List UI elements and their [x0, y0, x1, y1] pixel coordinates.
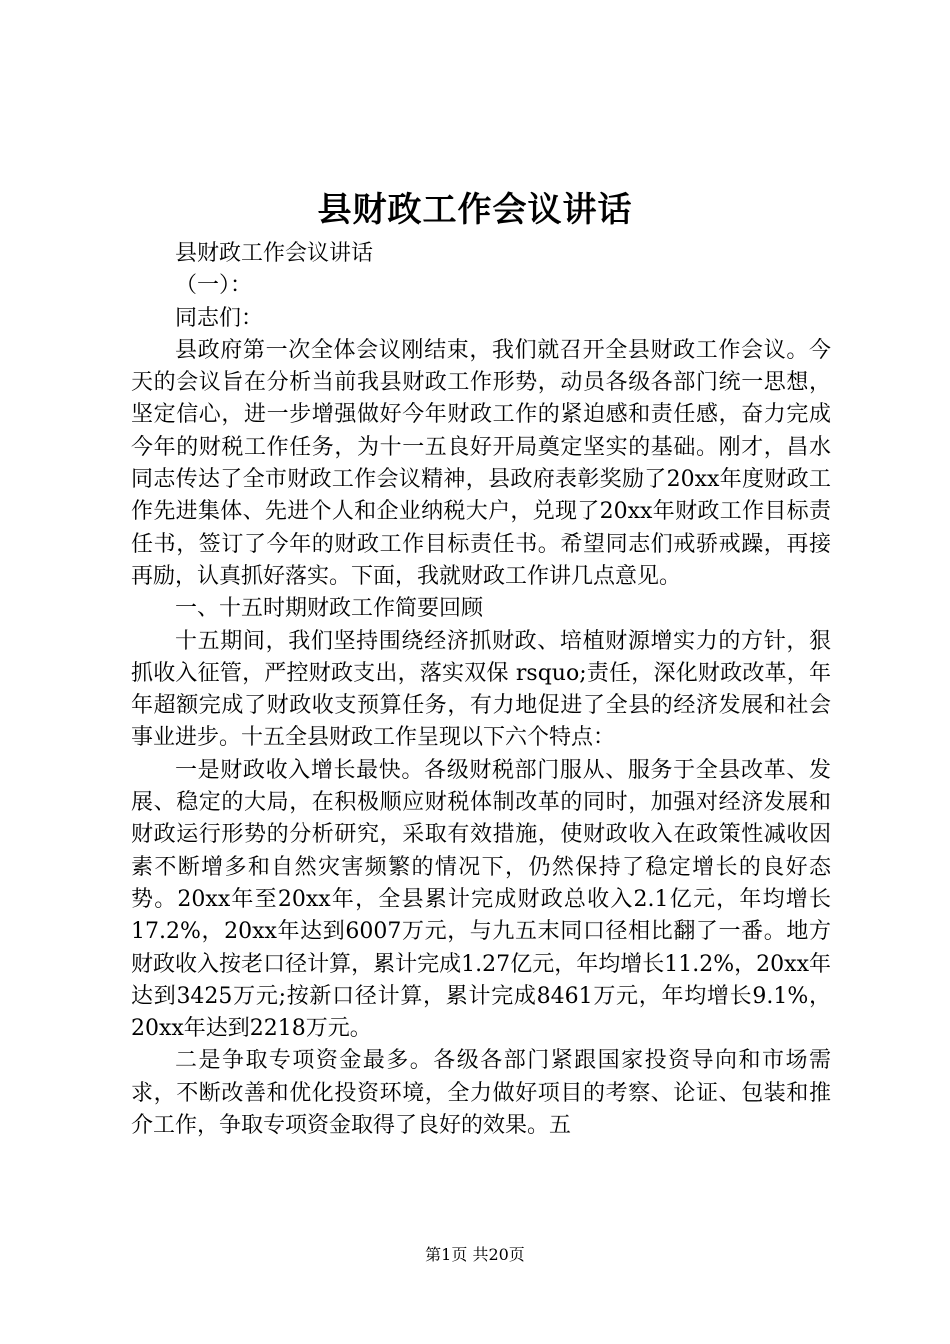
paragraph-point-two: 二是争取专项资金最多。各级各部门紧跟国家投资导向和市场需求，不断改善和优化投资环境，全力做好项目的考察、论证、包装和推介工作，争取专项资金取得了良好的效果。五	[131, 1048, 831, 1139]
document-title: 县财政工作会议讲话	[317, 190, 633, 230]
paragraph-subtitle: 县财政工作会议讲话	[175, 241, 374, 266]
paragraph-review: 十五期间，我们坚持围绕经济抓财政、培植财源增实力的方针，狠抓收入征管，严控财政支出，落实双保 rsquo;责任，深化财政改革，年年超额完成了财政收支预算任务，有力地促进了全县的经济发展和社会事业进步。十五全县财政工作呈现以下六个特点：	[131, 628, 831, 751]
page-footer: 第1页 共20页	[425, 1245, 525, 1264]
paragraph-salutation: 同志们：	[175, 305, 264, 331]
document-body	[131, 238, 831, 1142]
paragraph-point-one: 一是财政收入增长最快。各级财税部门服从、服务于全县改革、发展、稳定的大局，在积极顺应财税体制改革的同时，加强对经济发展和财政运行形势的分析研究，采取有效措施，使财政收入在政策性减收因素不断增多和自然灾害频繁的情况下，仍然保持了稳定增长的良好态势。20xx年至20xx年，全县累计完成财政总收入2.1亿元，年均增长17.2%，20xx年达到6007万元，与九五末同口径相比翻了一番。地方财政收入按老口径计算，累计完成1.27亿元，年均增长11.2%，20xx年达到3425万元;按新口径计算，累计完成8461万元，年均增长9.1%，20xx年达到2218万元。	[131, 757, 831, 1042]
paragraph-heading-review: 一、十五时期财政工作简要回顾	[175, 596, 484, 622]
paragraph-section-marker: （一）：	[175, 273, 253, 299]
paragraph-intro: 县政府第一次全体会议刚结束，我们就召开全县财政工作会议。今天的会议旨在分析当前我县财政工作形势，动员各级各部门统一思想，坚定信心，进一步增强做好今年财政工作的紧迫感和责任感，奋力完成今年的财税工作任务，为十一五良好开局奠定坚实的基础。刚才，昌水同志传达了全市财政工作会议精神，县政府表彰奖励了20xx年度财政工作先进集体、先进个人和企业纳税大户，兑现了20xx年财政工作目标责任书，签订了今年的财政工作目标责任书。希望同志们戒骄戒躁，再接再励，认真抓好落实。下面，我就财政工作讲几点意见。	[131, 337, 831, 589]
